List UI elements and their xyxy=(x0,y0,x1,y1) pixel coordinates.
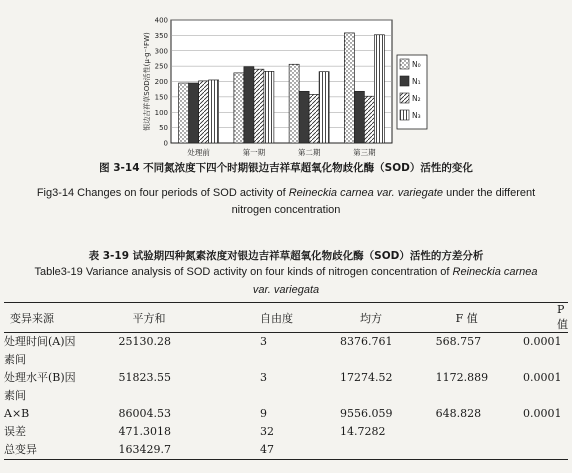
bar-3-2 xyxy=(319,72,329,143)
table-row xyxy=(4,405,568,423)
y-tick-label: 350 xyxy=(154,31,168,40)
bar-0-0 xyxy=(179,83,189,143)
y-tick-label: 250 xyxy=(154,62,168,71)
cell-ms: 8376.761 xyxy=(340,335,393,348)
header-mean-square: 均方 xyxy=(360,311,382,325)
cell-ss: 51823.55 xyxy=(118,371,172,384)
table-row xyxy=(4,333,568,370)
table-caption-en-line2 xyxy=(0,284,572,296)
bar-1-0 xyxy=(189,83,199,143)
header-sum-of-squares: 平方和 xyxy=(132,311,166,325)
row-source-line2: 素间 xyxy=(4,353,26,366)
bar-2-0 xyxy=(199,81,209,143)
cell-ss: 163429.7 xyxy=(118,443,172,456)
legend-swatch xyxy=(400,110,409,120)
row-source xyxy=(4,369,119,405)
cell-f: 648.828 xyxy=(435,407,482,420)
figure-caption-en xyxy=(0,187,572,199)
cell-f: 1172.889 xyxy=(435,371,489,384)
table-caption-en xyxy=(0,266,572,278)
bar-3-1 xyxy=(264,71,274,143)
cell-p: 0.0001 xyxy=(523,335,562,348)
cell-df: 32 xyxy=(259,425,274,438)
legend-label: N₁ xyxy=(412,77,421,86)
legend-label: N₀ xyxy=(412,60,421,69)
bar-1-3 xyxy=(354,91,364,143)
cell-df: 47 xyxy=(259,443,274,456)
cell-df: 3 xyxy=(259,335,267,348)
x-tick-label: 第一期 xyxy=(242,148,266,157)
chart-svg xyxy=(0,0,572,160)
table-caption-en-species: Reineckia carnea xyxy=(452,266,538,278)
x-tick-label: 第三期 xyxy=(353,148,376,157)
row-source xyxy=(4,333,119,370)
x-tick-label: 处理前 xyxy=(187,148,210,157)
bar-2-1 xyxy=(254,69,264,143)
bar-0-2 xyxy=(289,64,299,143)
cell-df: 9 xyxy=(259,407,267,420)
legend-swatch xyxy=(400,76,409,86)
anova-table xyxy=(4,302,568,460)
y-tick-label: 150 xyxy=(154,93,168,102)
bar-0-3 xyxy=(344,33,354,143)
row-source: 误差 xyxy=(4,425,26,438)
row-source: A×B xyxy=(4,407,30,420)
row-source: 总变异 xyxy=(4,443,37,456)
bar-1-1 xyxy=(244,67,254,143)
y-tick-label: 50 xyxy=(159,124,168,133)
cell-p: 0.0001 xyxy=(523,371,562,384)
y-tick-label: 100 xyxy=(154,108,168,117)
cell-ms: 14.7282 xyxy=(340,425,386,438)
legend-swatch xyxy=(400,59,409,69)
cell-ms: 17274.52 xyxy=(340,371,393,384)
cell-ss: 86004.53 xyxy=(118,407,172,420)
cell-f: 568.757 xyxy=(435,335,482,348)
bar-3-3 xyxy=(374,35,384,143)
x-tick-label: 第二期 xyxy=(297,148,321,157)
legend-swatch xyxy=(400,93,409,103)
cell-df: 3 xyxy=(259,371,267,384)
legend-label: N₂ xyxy=(412,94,421,103)
row-source-line1: 处理水平(B)因 xyxy=(4,371,76,384)
bar-2-2 xyxy=(309,94,319,143)
header-degrees-of-freedom: 自由度 xyxy=(259,311,293,325)
table-row xyxy=(4,369,568,405)
figure-caption-cn: 图 3-14 不同氮浓度下四个时期银边吉祥草超氧化物歧化酶（SOD）活性的变化 xyxy=(99,162,473,174)
table-header-row xyxy=(4,303,568,333)
table-caption-en-prefix: Table3-19 Variance analysis of SOD activity on four kinds of nitrogen concentration of xyxy=(34,266,453,278)
table-caption-en-line2-text: var. variegata xyxy=(252,284,320,296)
cell-p: 0.0001 xyxy=(523,407,562,420)
bar-3-0 xyxy=(209,80,219,143)
row-source-line2: 素间 xyxy=(4,389,26,402)
legend-label: N₃ xyxy=(412,111,421,120)
figure-caption-en-suffix: under the different xyxy=(443,187,536,199)
y-axis-label: 银边吉祥草SOD活性(μ·g⁻¹FW) xyxy=(143,32,151,131)
header-source: 变异来源 xyxy=(10,311,54,325)
figure-caption-en-species: Reineckia carnea var. variegate xyxy=(288,187,444,199)
row-source-line1: 处理时间(A)因 xyxy=(4,335,76,348)
y-tick-label: 0 xyxy=(163,139,168,148)
bar-2-3 xyxy=(364,96,374,143)
table-row xyxy=(4,423,568,441)
table-row xyxy=(4,441,568,460)
bar-1-2 xyxy=(299,91,309,143)
y-tick-label: 300 xyxy=(154,47,168,56)
sod-bar-chart xyxy=(0,0,572,160)
cell-ss: 471.3018 xyxy=(118,425,172,438)
cell-ss: 25130.28 xyxy=(118,335,172,348)
bar-0-1 xyxy=(234,73,244,143)
figure-caption-en-line2: nitrogen concentration xyxy=(231,204,341,216)
table-caption-cn: 表 3-19 试验期四种氮素浓度对银边吉祥草超氧化物歧化酶（SOD）活性的方差分析 xyxy=(88,250,484,262)
header-p-value: P 值 xyxy=(557,303,568,331)
cell-ms: 9556.059 xyxy=(340,407,393,420)
header-f-value: F 值 xyxy=(455,311,478,325)
y-tick-label: 200 xyxy=(154,78,168,86)
y-tick-label: 400 xyxy=(154,16,168,25)
figure-caption-en-prefix: Fig3-14 Changes on four periods of SOD activity of xyxy=(36,187,289,199)
